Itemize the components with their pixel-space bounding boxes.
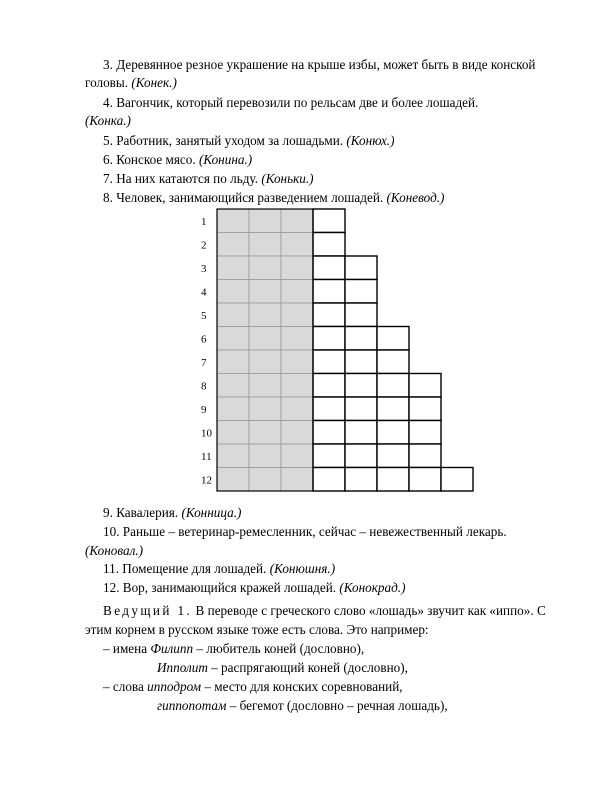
letter-cell[interactable] — [377, 374, 409, 398]
letter-cell[interactable] — [345, 444, 377, 468]
row-number: 7 — [201, 356, 207, 369]
clue-3-text-cont: головы. — [85, 75, 129, 90]
letter-cell[interactable] — [313, 468, 345, 492]
host-item-3 — [103, 679, 403, 695]
clue-7-text: 7. На них катаются по льду. — [103, 171, 259, 186]
host-item-1-word: Филипп — [150, 641, 194, 656]
row-number: 10 — [201, 427, 212, 440]
shaded-cell[interactable] — [281, 280, 313, 304]
letter-cell[interactable] — [377, 397, 409, 421]
shaded-cell[interactable] — [249, 350, 281, 374]
shaded-cell[interactable] — [281, 209, 313, 233]
shaded-cell[interactable] — [249, 280, 281, 304]
clue-10-line2 — [85, 543, 143, 559]
letter-cell[interactable] — [441, 468, 473, 492]
clue-10-text: 10. Раньше – ветеринар-ремесленник, сейчас – невежественный лекарь. — [103, 524, 507, 539]
shaded-cell[interactable] — [281, 233, 313, 257]
clue-4-answer: (Конка.) — [85, 113, 131, 128]
clue-11-text: 11. Помещение для лошадей. — [103, 561, 267, 576]
letter-cell[interactable] — [345, 350, 377, 374]
letter-cell[interactable] — [313, 350, 345, 374]
letter-cell[interactable] — [377, 350, 409, 374]
shaded-cell[interactable] — [217, 209, 249, 233]
row-number: 9 — [201, 403, 207, 416]
letter-cell[interactable] — [313, 280, 345, 304]
shaded-cell[interactable] — [281, 303, 313, 327]
clue-4-text: 4. Вагончик, который перевозили по рельсам две и более лошадей. — [103, 95, 479, 110]
shaded-cell[interactable] — [281, 350, 313, 374]
shaded-cell[interactable] — [281, 421, 313, 445]
letter-cell[interactable] — [409, 444, 441, 468]
letter-cell[interactable] — [377, 444, 409, 468]
shaded-cell[interactable] — [281, 444, 313, 468]
letter-cell[interactable] — [313, 209, 345, 233]
clue-11 — [103, 561, 335, 577]
host-item-3-prefix: – слова — [103, 679, 144, 694]
host-item-1-rest: – любитель коней (дословно), — [196, 641, 365, 656]
shaded-cell[interactable] — [281, 256, 313, 280]
letter-cell[interactable] — [409, 397, 441, 421]
row-number: 5 — [201, 309, 207, 322]
shaded-cell[interactable] — [217, 397, 249, 421]
letter-cell[interactable] — [409, 468, 441, 492]
host-item-2-rest: – распрягающий коней (дословно), — [211, 660, 408, 675]
shaded-cell[interactable] — [217, 256, 249, 280]
row-number: 6 — [201, 333, 207, 346]
row-number: 1 — [201, 215, 207, 228]
host-item-3-rest: – место для конских соревнований, — [204, 679, 403, 694]
host-item-2-word: Ипполит — [157, 660, 208, 675]
shaded-cell[interactable] — [249, 233, 281, 257]
letter-cell[interactable] — [345, 280, 377, 304]
row-number: 4 — [201, 286, 207, 299]
host-item-4-rest: – бегемот (дословно – речная лошадь), — [229, 698, 448, 713]
letter-cell[interactable] — [313, 327, 345, 351]
shaded-cell[interactable] — [249, 374, 281, 398]
shaded-cell[interactable] — [217, 421, 249, 445]
letter-cell[interactable] — [345, 327, 377, 351]
host-item-4 — [157, 698, 448, 714]
host-line2 — [85, 622, 429, 638]
clue-11-answer: (Конюшня.) — [269, 561, 336, 576]
clue-5-answer: (Конюх.) — [346, 133, 395, 148]
row-number: 12 — [201, 474, 212, 487]
clue-9-text: 9. Кавалерия. — [103, 505, 179, 520]
row-number: 8 — [201, 380, 207, 393]
letter-cell[interactable] — [313, 397, 345, 421]
shaded-cell[interactable] — [249, 327, 281, 351]
row-number: 2 — [201, 239, 207, 252]
letter-cell[interactable] — [345, 374, 377, 398]
row-number: 11 — [201, 450, 212, 463]
shaded-cell[interactable] — [217, 350, 249, 374]
host-text2: этим корнем в русском языке тоже есть слова. Это например: — [85, 622, 429, 637]
letter-cell[interactable] — [313, 374, 345, 398]
host-item-3-word: ипподром — [147, 679, 202, 694]
shaded-cell[interactable] — [249, 256, 281, 280]
clue-9-answer: (Конница.) — [181, 505, 242, 520]
letter-cell[interactable] — [345, 468, 377, 492]
shaded-cell[interactable] — [281, 468, 313, 492]
clue-6-answer: (Конина.) — [198, 152, 253, 167]
row-number: 3 — [201, 262, 207, 275]
clue-12-answer: (Конокрад.) — [339, 580, 406, 595]
host-item-2 — [157, 660, 408, 676]
letter-cell[interactable] — [409, 421, 441, 445]
clue-10-line1 — [103, 524, 573, 540]
letter-cell[interactable] — [345, 421, 377, 445]
letter-cell[interactable] — [409, 374, 441, 398]
letter-cell[interactable] — [345, 256, 377, 280]
clue-9 — [103, 505, 241, 521]
letter-cell[interactable] — [377, 468, 409, 492]
shaded-cell[interactable] — [281, 374, 313, 398]
clue-3-answer: (Конек.) — [131, 75, 177, 90]
letter-cell[interactable] — [313, 303, 345, 327]
host-item-1 — [103, 641, 364, 657]
letter-cell[interactable] — [313, 256, 345, 280]
clue-12-text: 12. Вор, занимающийся кражей лошадей. — [103, 580, 337, 595]
host-line1 — [103, 603, 573, 619]
letter-cell[interactable] — [377, 421, 409, 445]
shaded-cell[interactable] — [217, 233, 249, 257]
shaded-cell[interactable] — [217, 374, 249, 398]
letter-cell[interactable] — [345, 303, 377, 327]
clue-10-answer: (Коновал.) — [85, 543, 144, 558]
host-label: Ведущий 1. — [103, 603, 193, 618]
clue-8-text: 8. Человек, занимающийся разведением лошадей. — [103, 190, 384, 205]
clue-3-text: 3. Деревянное резное украшение на крыше избы, может быть в виде конской — [103, 57, 536, 72]
shaded-cell[interactable] — [217, 327, 249, 351]
letter-cell[interactable] — [313, 421, 345, 445]
shaded-cell[interactable] — [281, 327, 313, 351]
shaded-cell[interactable] — [249, 209, 281, 233]
shaded-cell[interactable] — [217, 280, 249, 304]
shaded-cell[interactable] — [217, 444, 249, 468]
clue-5-text: 5. Работник, занятый уходом за лошадьми. — [103, 133, 344, 148]
letter-cell[interactable] — [377, 327, 409, 351]
letter-cell[interactable] — [313, 233, 345, 257]
clue-6-text: 6. Конское мясо. — [103, 152, 196, 167]
letter-cell[interactable] — [313, 444, 345, 468]
shaded-cell[interactable] — [249, 444, 281, 468]
shaded-cell[interactable] — [281, 397, 313, 421]
clue-12 — [103, 580, 405, 596]
shaded-cell[interactable] — [249, 397, 281, 421]
host-item-4-word: гиппопотам — [157, 698, 227, 713]
shaded-cell[interactable] — [249, 421, 281, 445]
host-item-1-prefix: – имена — [103, 641, 148, 656]
clue-7-answer: (Коньки.) — [261, 171, 314, 186]
shaded-cell[interactable] — [249, 303, 281, 327]
shaded-cell[interactable] — [217, 303, 249, 327]
letter-cell[interactable] — [345, 397, 377, 421]
clue-8-answer: (Коневод.) — [386, 190, 445, 205]
host-text1: В переводе с греческого слово «лошадь» звучит как «иппо». С — [195, 603, 546, 618]
shaded-cell[interactable] — [217, 468, 249, 492]
shaded-cell[interactable] — [249, 468, 281, 492]
